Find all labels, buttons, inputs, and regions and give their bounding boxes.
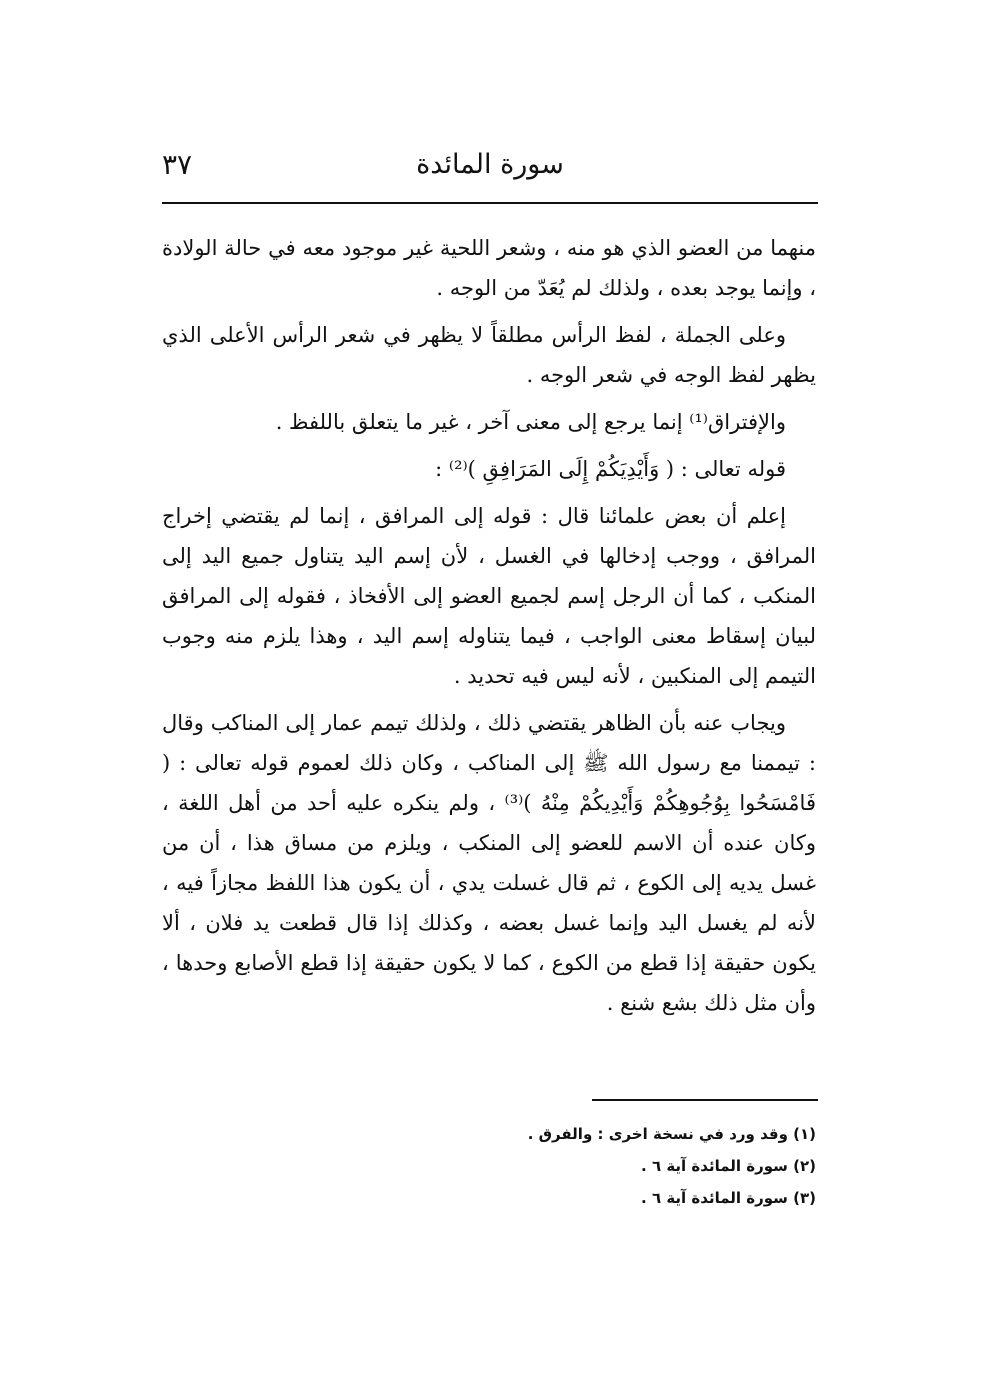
- footnote: (١) وقد ورد في نسخة اخرى : والفرق .: [527, 1125, 816, 1143]
- footnote-divider: [592, 1099, 818, 1101]
- paragraph: ويجاب عنه بأن الظاهر يقتضي ذلك ، ولذلك تيمم عمار إلى المناكب وقال : تيممنا مع رسول الله ﷺ إلى المناكب ، وكان ذلك لعموم قوله تعالى : ( فَامْسَحُوا بِوُجُوهِكُمْ وَأَيْدِيكُمْ مِنْهُ )⁽³⁾ ، ولم ينكره عليه أحد من أهل اللغة ، وكان عنده أن الاسم للعضو إلى المنكب ، ويلزم من مساق هذا ، أن من غسل يديه إلى الكوع ، ثم قال غسلت يدي ، أن يكون هذا اللفظ مجازاً فيه ، لأنه لم يغسل اليد وإنما غسل بعضه ، وكذلك إذا قال قطعت يد فلان ، ألا يكون حقيقة إذا قطع من الكوع ، كما لا يكون حقيقة إذا قطع الأصابع وحدها ، وأن مثل ذلك بشع شنع .: [162, 711, 816, 1015]
- header-divider: [162, 202, 818, 204]
- verse-quote: قوله تعالى : ( وَأَيْدِيَكُمْ إِلَى المَرَافِقِ )⁽²⁾ :: [435, 457, 786, 481]
- page-title: سورة المائدة: [416, 149, 564, 180]
- page-header: [162, 140, 818, 190]
- paragraph: منهما من العضو الذي هو منه ، وشعر اللحية غير موجود معه في حالة الولادة ، وإنما يوجد بعده ، ولذلك لم يُعَدّ من الوجه .: [162, 236, 816, 300]
- footnote: (٣) سورة المائدة آية ٦ .: [641, 1189, 816, 1207]
- footnotes: [400, 1118, 816, 1214]
- paragraph: إعلم أن بعض علمائنا قال : قوله إلى المرافق ، إنما لم يقتضي إخراج المرافق ، ووجب إدخالها في الغسل ، لأن إسم اليد يتناول جميع اليد إلى المنكب ، كما أن الرجل إسم لجميع العضو إلى الأفخاذ ، فقوله إلى المرافق لبيان إسقاط معنى الواجب ، فيما يتناوله إسم اليد ، وهذا يلزم منه وجوب التيمم إلى المنكبين ، لأنه ليس فيه تحديد .: [162, 504, 816, 688]
- paragraph: وعلى الجملة ، لفظ الرأس مطلقاً لا يظهر في شعر الرأس الأعلى الذي يظهر لفظ الوجه في شعر الوجه .: [162, 323, 816, 387]
- page-number: ٣٧: [162, 148, 193, 181]
- paragraph: والإفتراق⁽¹⁾ إنما يرجع إلى معنى آخر ، غير ما يتعلق باللفظ .: [275, 410, 786, 434]
- main-text: [162, 228, 816, 1030]
- footnote: (٢) سورة المائدة آية ٦ .: [641, 1157, 816, 1175]
